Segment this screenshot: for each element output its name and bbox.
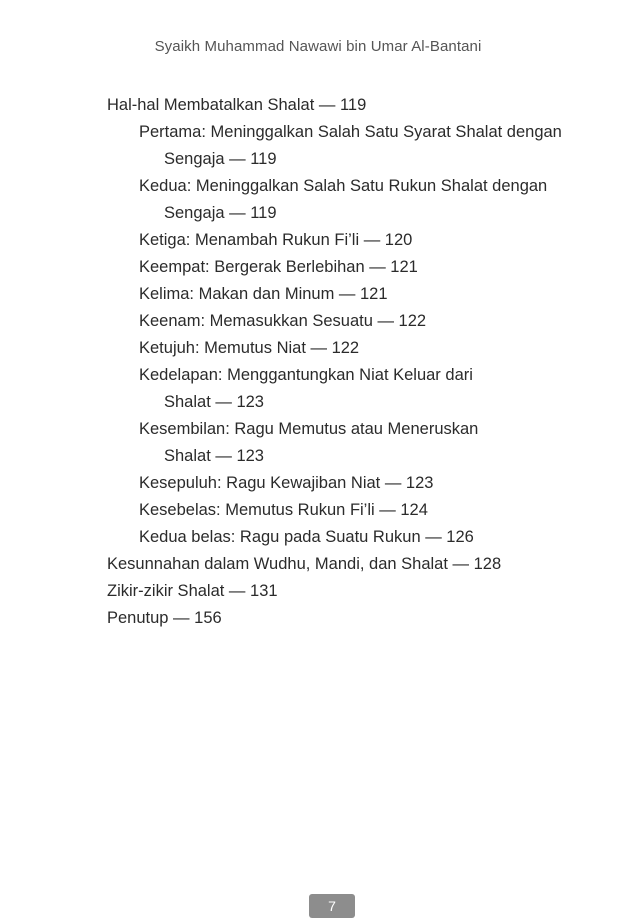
toc-entry: Ketiga: Menambah Rukun Fi’li — 120 — [139, 231, 413, 249]
toc-entry: Pertama: Meninggalkan Salah Satu Syarat Shalat dengan — [139, 123, 562, 141]
toc-entry: Penutup — 156 — [107, 609, 222, 627]
page-number-badge: 7 — [309, 894, 355, 918]
toc-entry-continuation: Shalat — 123 — [164, 393, 264, 411]
toc-entry: Kedua: Meninggalkan Salah Satu Rukun Shalat dengan — [139, 177, 548, 195]
toc-entry: Kelima: Makan dan Minum — 121 — [139, 285, 388, 303]
toc-entry-continuation: Sengaja — 119 — [164, 150, 277, 168]
running-header: Syaikh Muhammad Nawawi bin Umar Al-Bantani — [154, 38, 482, 55]
toc-entry: Kesembilan: Ragu Memutus atau Meneruskan — [139, 420, 479, 438]
toc-entry: Kedelapan: Menggantungkan Niat Keluar dari — [139, 366, 473, 384]
toc-entry: Kesepuluh: Ragu Kewajiban Niat — 123 — [139, 474, 434, 492]
table-of-contents — [0, 92, 636, 632]
toc-entry-continuation: Sengaja — 119 — [164, 204, 277, 222]
toc-entry: Kedua belas: Ragu pada Suatu Rukun — 126 — [139, 528, 474, 546]
toc-entry: Hal-hal Membatalkan Shalat — 119 — [107, 96, 367, 114]
toc-entry: Keempat: Bergerak Berlebihan — 121 — [139, 258, 418, 276]
toc-entry: Ketujuh: Memutus Niat — 122 — [139, 339, 360, 357]
toc-entry: Zikir-zikir Shalat — 131 — [107, 582, 278, 600]
toc-entry: Kesebelas: Memutus Rukun Fi’li — 124 — [139, 501, 428, 519]
toc-entry: Kesunnahan dalam Wudhu, Mandi, dan Shalat — 128 — [107, 555, 502, 573]
toc-entry: Keenam: Memasukkan Sesuatu — 122 — [139, 312, 427, 330]
toc-entry-continuation: Shalat — 123 — [164, 447, 264, 465]
